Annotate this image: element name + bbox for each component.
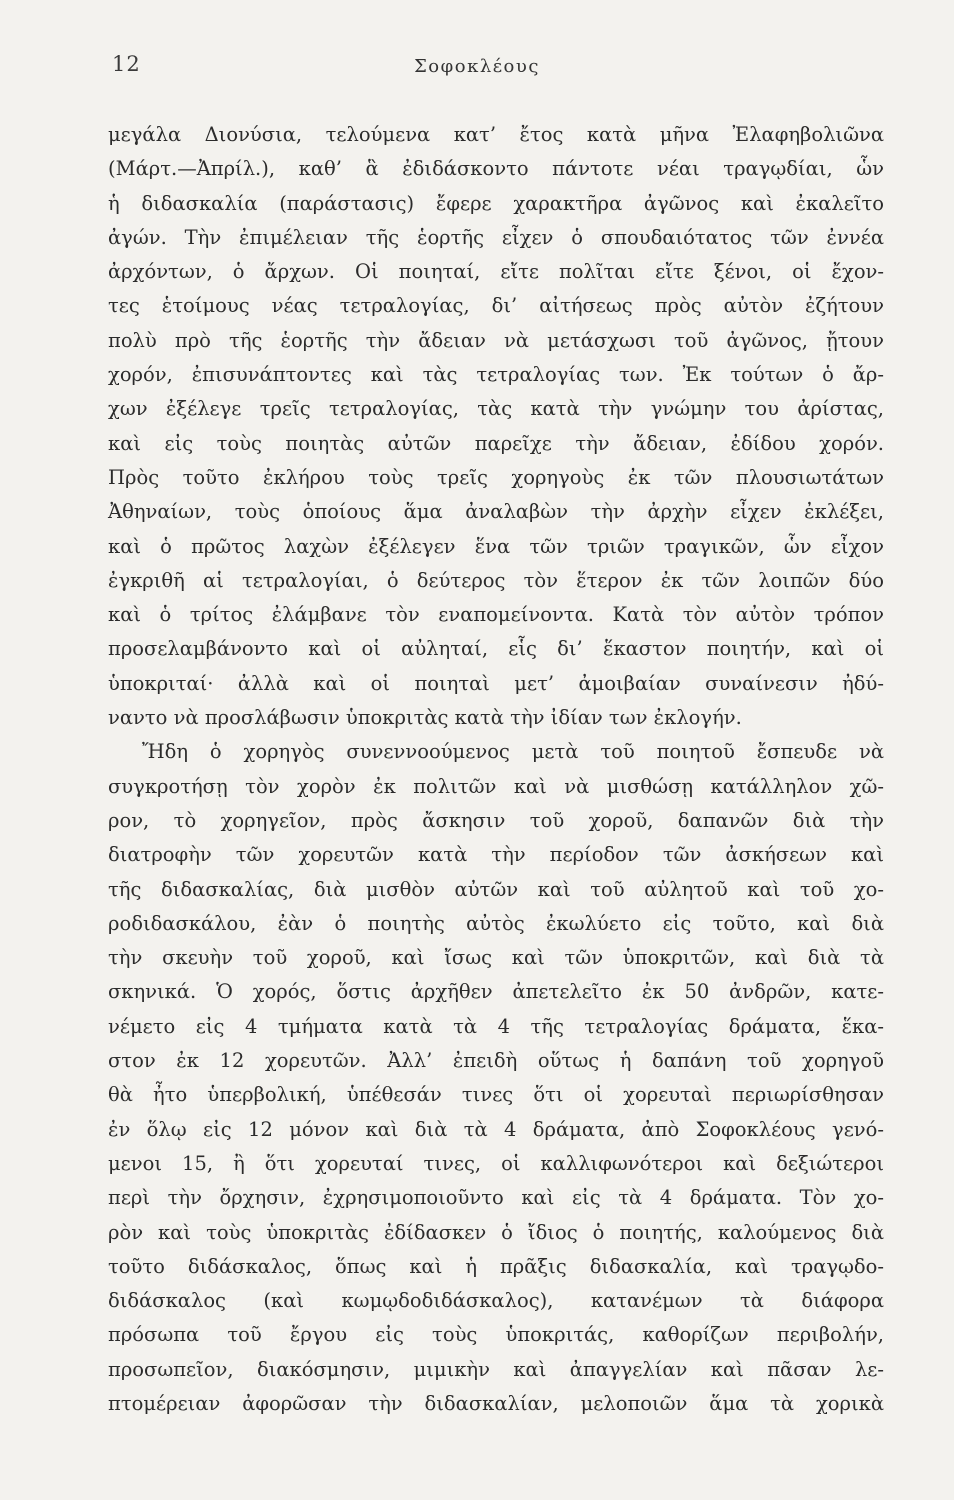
text-line: νέμετο εἰς 4 τμήματα κατὰ τὰ 4 τῆς τετραλογίας δράματα, ἕκα- <box>108 1014 884 1038</box>
text-line: μενοι 15, ἢ ὅτι χορευταί τινες, οἱ καλλιφωνότεροι καὶ δεξιώτεροι <box>108 1151 884 1175</box>
text-line: τες ἑτοίμους νέας τετραλογίας, δι’ αἰτήσεως πρὸς αὐτὸν ἐζήτουν <box>108 294 884 318</box>
text-line: στον ἐκ 12 χορευτῶν. Ἀλλ’ ἐπειδὴ οὕτως ἡ δαπάνη τοῦ χορηγοῦ <box>108 1049 884 1073</box>
text-line: μεγάλα Διονύσια, τελούμενα κατ’ ἔτος κατὰ μῆνα Ἐλαφηβολιῶνα <box>108 123 884 146</box>
text-line: χων ἐξέλεγε τρεῖς τετραλογίας, τὰς κατὰ τὴν γνώμην του ἀρίστας, <box>108 397 884 421</box>
text-line: ἡ διδασκαλία (παράστασις) ἔφερε χαρακτῆρα ἀγῶνος καὶ ἐκαλεῖτο <box>108 191 884 215</box>
text-line: προσωπεῖον, διακόσμησιν, μιμικὴν καὶ ἀπαγγελίαν καὶ πᾶσαν λε- <box>108 1357 884 1381</box>
text-line: ἐγκριθῆ αἱ τετραλογίαι, ὁ δεύτερος τὸν ἕτερον ἐκ τῶν λοιπῶν δύο <box>108 568 884 592</box>
text-line: σκηνικά. Ὁ χορός, ὅστις ἀρχῆθεν ἀπετελεῖτο ἐκ 50 ἀνδρῶν, κατε- <box>108 980 884 1004</box>
text-line: καὶ ὁ πρῶτος λαχὼν ἐξέλεγεν ἕνα τῶν τριῶν τραγικῶν, ὧν εἶχον <box>108 534 884 558</box>
text-line: ρὸν καὶ τοὺς ὑποκριτὰς ἐδίδασκεν ὁ ἴδιος ὁ ποιητής, καλούμενος διὰ <box>108 1220 884 1244</box>
page-number: 12 <box>112 52 141 76</box>
text-line: περὶ τὴν ὄρχησιν, ἐχρησιμοποιοῦντο καὶ εἰς τὰ 4 δράματα. Τὸν χο- <box>108 1186 884 1210</box>
text-line: προσελαμβάνοντο καὶ οἱ αὐληταί, εἷς δι’ ἕκαστον ποιητήν, καὶ οἱ <box>108 637 884 661</box>
text-line: διδάσκαλος (καὶ κωμῳδοδιδάσκαλος), κατανέμων τὰ διάφορα <box>108 1289 884 1313</box>
text-line: καὶ ὁ τρίτος ἐλάμβανε τὸν εναπομείνοντα. Κατὰ τὸν αὐτὸν τρόπον <box>108 603 884 627</box>
text-line: καὶ εἰς τοὺς ποιητὰς αὐτῶν παρεῖχε τὴν ἄδειαν, ἐδίδου χορόν. <box>108 431 884 455</box>
text-line: Ἤδη ὁ χορηγὸς συνεννοούμενος μετὰ τοῦ ποιητοῦ ἔσπευδε νὰ <box>142 740 884 764</box>
text-line: ὑποκριταί· ἀλλὰ καὶ οἱ ποιηταὶ μετ’ ἀμοιβαίαν συναίνεσιν ἠδύ- <box>108 671 884 695</box>
text-line: ρον, τὸ χορηγεῖον, πρὸς ἄσκησιν τοῦ χοροῦ, δαπανῶν διὰ τὴν <box>108 808 884 832</box>
text-line: διατροφὴν τῶν χορευτῶν κατὰ τὴν περίοδον τῶν ἀσκήσεων καὶ <box>108 843 884 867</box>
text-line: (Μάρτ.—Ἀπρίλ.), καθ’ ἃ ἐδιδάσκοντο πάντοτε νέαι τραγῳδίαι, ὧν <box>108 157 884 181</box>
body-text <box>108 118 884 1421</box>
text-line: Πρὸς τοῦτο ἐκλήρου τοὺς τρεῖς χορηγοὺς ἐκ τῶν πλουσιωτάτων <box>108 465 884 489</box>
text-line: πολὺ πρὸ τῆς ἑορτῆς τὴν ἄδειαν νὰ μετάσχωσι τοῦ ἀγῶνος, ᾔτουν <box>108 328 884 352</box>
text-line: τῆς διδασκαλίας, διὰ μισθὸν αὐτῶν καὶ τοῦ αὐλητοῦ καὶ τοῦ χο- <box>108 877 884 901</box>
text-line: τοῦτο διδάσκαλος, ὅπως καὶ ἡ πρᾶξις διδασκαλία, καὶ τραγῳδο- <box>108 1254 884 1278</box>
text-line: ροδιδασκάλου, ἐὰν ὁ ποιητὴς αὐτὸς ἐκωλύετο εἰς τοῦτο, καὶ διὰ <box>108 911 884 935</box>
text-line: συγκροτήσῃ τὸν χορὸν ἐκ πολιτῶν καὶ νὰ μισθώσῃ κατάλληλον χῶ- <box>108 774 884 798</box>
text-line: Ἀθηναίων, τοὺς ὁποίους ἅμα ἀναλαβὼν τὴν ἀρχὴν εἶχεν ἐκλέξει, <box>108 500 884 524</box>
text-line: τὴν σκευὴν τοῦ χοροῦ, καὶ ἴσως καὶ τῶν ὑποκριτῶν, καὶ διὰ τὰ <box>108 946 884 970</box>
text-line: χορόν, ἐπισυνάπτοντες καὶ τὰς τετραλογίας των. Ἐκ τούτων ὁ ἄρ- <box>108 363 884 387</box>
text-line: ἀρχόντων, ὁ ἄρχων. Οἱ ποιηταί, εἴτε πολῖται εἴτε ξένοι, οἱ ἔχον- <box>108 260 884 284</box>
text-line: ἐν ὅλῳ εἰς 12 μόνον καὶ διὰ τὰ 4 δράματα, ἀπὸ Σοφοκλέους γενό- <box>108 1117 884 1141</box>
text-line: ναντο νὰ προσλάβωσιν ὑποκριτὰς κατὰ τὴν ἰδίαν των ἐκλογήν. <box>108 706 742 730</box>
text-line: πρόσωπα τοῦ ἔργου εἰς τοὺς ὑποκριτάς, καθορίζων περιβολήν, <box>108 1323 884 1347</box>
text-line: πτομέρειαν ἀφορῶσαν τὴν διδασκαλίαν, μελοποιῶν ἅμα τὰ χορικὰ <box>108 1391 884 1415</box>
text-line: θὰ ἦτο ὑπερβολική, ὑπέθεσάν τινες ὅτι οἱ χορευταὶ περιωρίσθησαν <box>108 1083 884 1107</box>
text-line: ἀγών. Τὴν ἐπιμέλειαν τῆς ἑορτῆς εἶχεν ὁ σπουδαιότατος τῶν ἐννέα <box>108 225 884 249</box>
running-head <box>0 52 954 88</box>
running-title: Σοφοκλέους <box>414 56 540 77</box>
